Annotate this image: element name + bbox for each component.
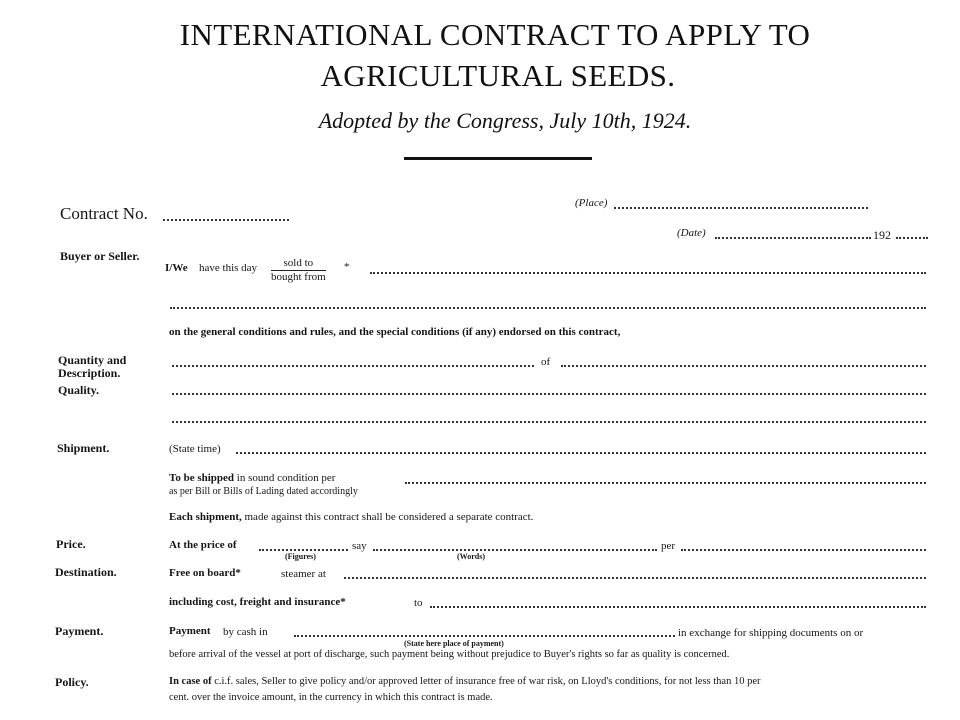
policy-line-1	[169, 676, 761, 687]
label-quality: Quality.	[58, 383, 100, 397]
label-destination: Destination.	[55, 565, 117, 579]
policy-line-2: cent. over the invoice amount, in the currency in which this contract is made.	[169, 692, 493, 703]
sold-bought-fraction	[271, 257, 326, 284]
including-cost-text: including cost, freight and insurance*	[169, 596, 346, 608]
document-title-line-2: AGRICULTURAL SEEDS.	[320, 58, 676, 93]
sold-to-text: sold to	[271, 257, 326, 271]
before-arrival-text: before arrival of the vessel at port of discharge, such payment being without prejudice to Buyer's rights so far as quality is concerned.	[169, 649, 730, 660]
to-be-shipped-rest: in sound condition per	[236, 472, 336, 484]
bill-of-lading-text: as per Bill or Bills of Lading dated accordingly	[169, 486, 358, 497]
bought-from-text: bought from	[271, 271, 326, 283]
place-field[interactable]	[614, 207, 868, 209]
quality-field-2[interactable]	[172, 421, 926, 423]
cif-destination-field[interactable]	[430, 606, 926, 608]
shipment-time-field[interactable]	[236, 452, 926, 454]
year-prefix: 192	[873, 228, 891, 242]
price-unit-field[interactable]	[681, 549, 926, 551]
description-field[interactable]	[561, 365, 926, 367]
figures-caption: (Figures)	[285, 552, 316, 561]
state-place-caption: (State here place of payment)	[404, 639, 504, 648]
date-label: (Date)	[677, 227, 706, 239]
at-the-price-text: At the price of	[169, 539, 237, 551]
policy-line-1-rest: c.i.f. sales, Seller to give policy and/or approved letter of insurance free of war risk, on Lloyd's conditions, for not less than 10 per	[214, 676, 761, 687]
free-on-board-text: Free on board*	[169, 567, 241, 579]
price-figures-field[interactable]	[259, 549, 348, 551]
per-text: per	[661, 540, 676, 552]
party-name-field[interactable]	[370, 272, 926, 274]
date-field[interactable]	[715, 237, 871, 239]
label-payment: Payment.	[55, 624, 104, 638]
price-words-field[interactable]	[373, 549, 657, 551]
steamer-at-field[interactable]	[344, 577, 926, 579]
by-cash-in-text: by cash in	[223, 626, 268, 638]
policy-in-case-of: In case of	[169, 676, 212, 687]
words-caption: (Words)	[457, 552, 485, 561]
each-shipment-rest: made against this contract shall be considered a separate contract.	[244, 511, 534, 523]
label-price: Price.	[56, 537, 86, 551]
title-divider	[404, 157, 592, 160]
quality-field-1[interactable]	[172, 393, 926, 395]
have-this-day-text: have this day	[199, 262, 258, 274]
to-text: to	[414, 597, 423, 609]
each-shipment-bold: Each shipment,	[169, 511, 242, 523]
steamer-at-text: steamer at	[281, 568, 326, 580]
contract-no-field[interactable]	[163, 219, 289, 221]
label-policy: Policy.	[55, 675, 89, 689]
each-shipment-line	[169, 511, 533, 523]
iwe-text: I/We	[165, 262, 188, 274]
of-text: of	[541, 356, 551, 368]
general-conditions-text: on the general conditions and rules, and the special conditions (if any) endorsed on this contract,	[169, 326, 621, 338]
say-text: say	[352, 540, 367, 552]
contract-no-label: Contract No.	[60, 204, 148, 223]
place-label: (Place)	[575, 197, 608, 209]
document-title-line-1: INTERNATIONAL CONTRACT TO APPLY TO	[179, 17, 811, 52]
label-buyer-or-seller: Buyer or Seller.	[60, 249, 140, 263]
in-exchange-text: in exchange for shipping documents on or	[678, 627, 864, 639]
label-quantity-description: Quantity and Description.	[58, 353, 127, 380]
year-field[interactable]	[896, 237, 928, 239]
shipping-vessel-field[interactable]	[405, 482, 926, 484]
label-shipment: Shipment.	[57, 441, 110, 455]
to-be-shipped-line	[169, 472, 335, 484]
party-address-field[interactable]	[170, 307, 926, 309]
payment-bold: Payment	[169, 625, 211, 637]
payment-place-field[interactable]	[294, 635, 675, 637]
document-subtitle: Adopted by the Congress, July 10th, 1924.	[318, 108, 692, 133]
asterisk: *	[344, 261, 350, 273]
quantity-field[interactable]	[172, 365, 534, 367]
to-be-shipped-bold: To be shipped	[169, 472, 235, 484]
state-time-text: (State time)	[169, 443, 221, 455]
